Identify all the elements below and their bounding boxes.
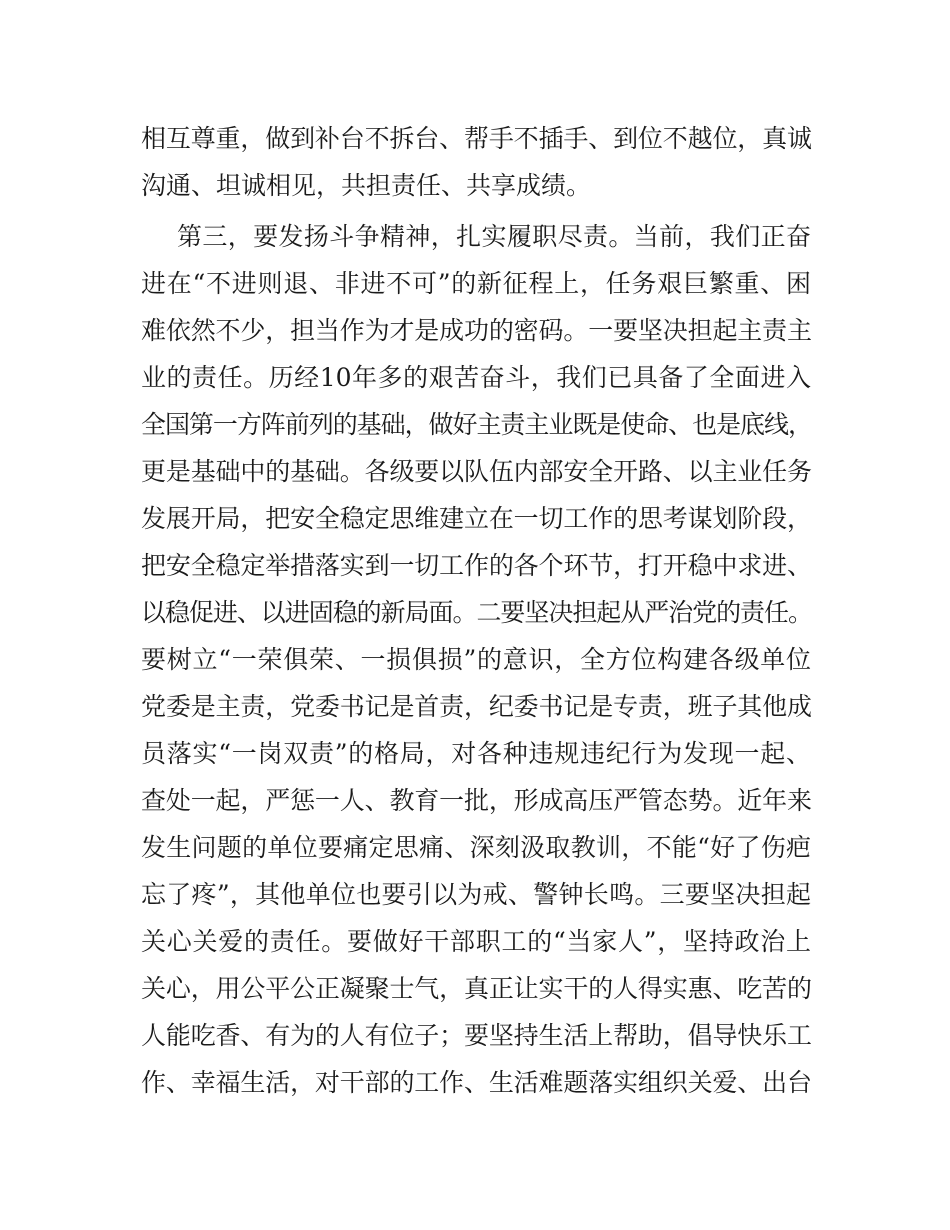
text-line: 业的责任。历经10年多的艰苦奋斗，我们已具备了全面进入 <box>141 363 811 392</box>
text-line: 全国第一方阵前列的基础，做好主责主业既是使命、也是底线， <box>141 410 811 439</box>
text-line: 难依然不少，担当作为才是成功的密码。一要坚决担起主责主 <box>141 316 811 345</box>
text-line: 员落实“一岗双责”的格局，对各种违规违纪行为发现一起、 <box>141 739 811 768</box>
text-line: 进在“不进则退、非进不可”的新征程上，任务艰巨繁重、困 <box>141 269 811 298</box>
text-line: 党委是主责，党委书记是首责，纪委书记是专责，班子其他成 <box>141 692 811 721</box>
text-line: 发生问题的单位要痛定思痛、深刻汲取教训，不能“好了伤疤 <box>141 833 811 862</box>
text-line: 查处一起，严惩一人、教育一批，形成高压严管态势。近年来 <box>141 786 811 815</box>
text-line: 以稳促进、以进固稳的新局面。二要坚决担起从严治党的责任。 <box>141 598 811 627</box>
text-line: 沟通、坦诚相见，共担责任、共享成绩。 <box>141 171 592 200</box>
text-line: 人能吃香、有为的人有位子；要坚持生活上帮助，倡导快乐工 <box>141 1021 811 1050</box>
text-line: 相互尊重，做到补台不拆台、帮手不插手、到位不越位，真诚 <box>141 124 811 153</box>
text-line: 关心关爱的责任。要做好干部职工的“当家人”，坚持政治上 <box>141 927 811 956</box>
text-line: 要树立“一荣俱荣、一损俱损”的意识，全方位构建各级单位 <box>141 645 811 674</box>
text-line: 忘了疼”，其他单位也要引以为戒、警钟长鸣。三要坚决担起 <box>141 880 811 909</box>
text-line: 关心，用公平公正凝聚士气，真正让实干的人得实惠、吃苦的 <box>141 974 811 1003</box>
paragraph-first-line: 第三，要发扬斗争精神，扎实履职尽责。当前，我们正奋 <box>177 222 811 251</box>
text-line: 更是基础中的基础。各级要以队伍内部安全开路、以主业任务 <box>141 457 811 486</box>
text-line: 把安全稳定举措落实到一切工作的各个环节，打开稳中求进、 <box>141 551 811 580</box>
text-line: 作、幸福生活，对干部的工作、生活难题落实组织关爱、出台 <box>141 1068 811 1097</box>
text-line: 发展开局，把安全稳定思维建立在一切工作的思考谋划阶段， <box>141 504 811 533</box>
